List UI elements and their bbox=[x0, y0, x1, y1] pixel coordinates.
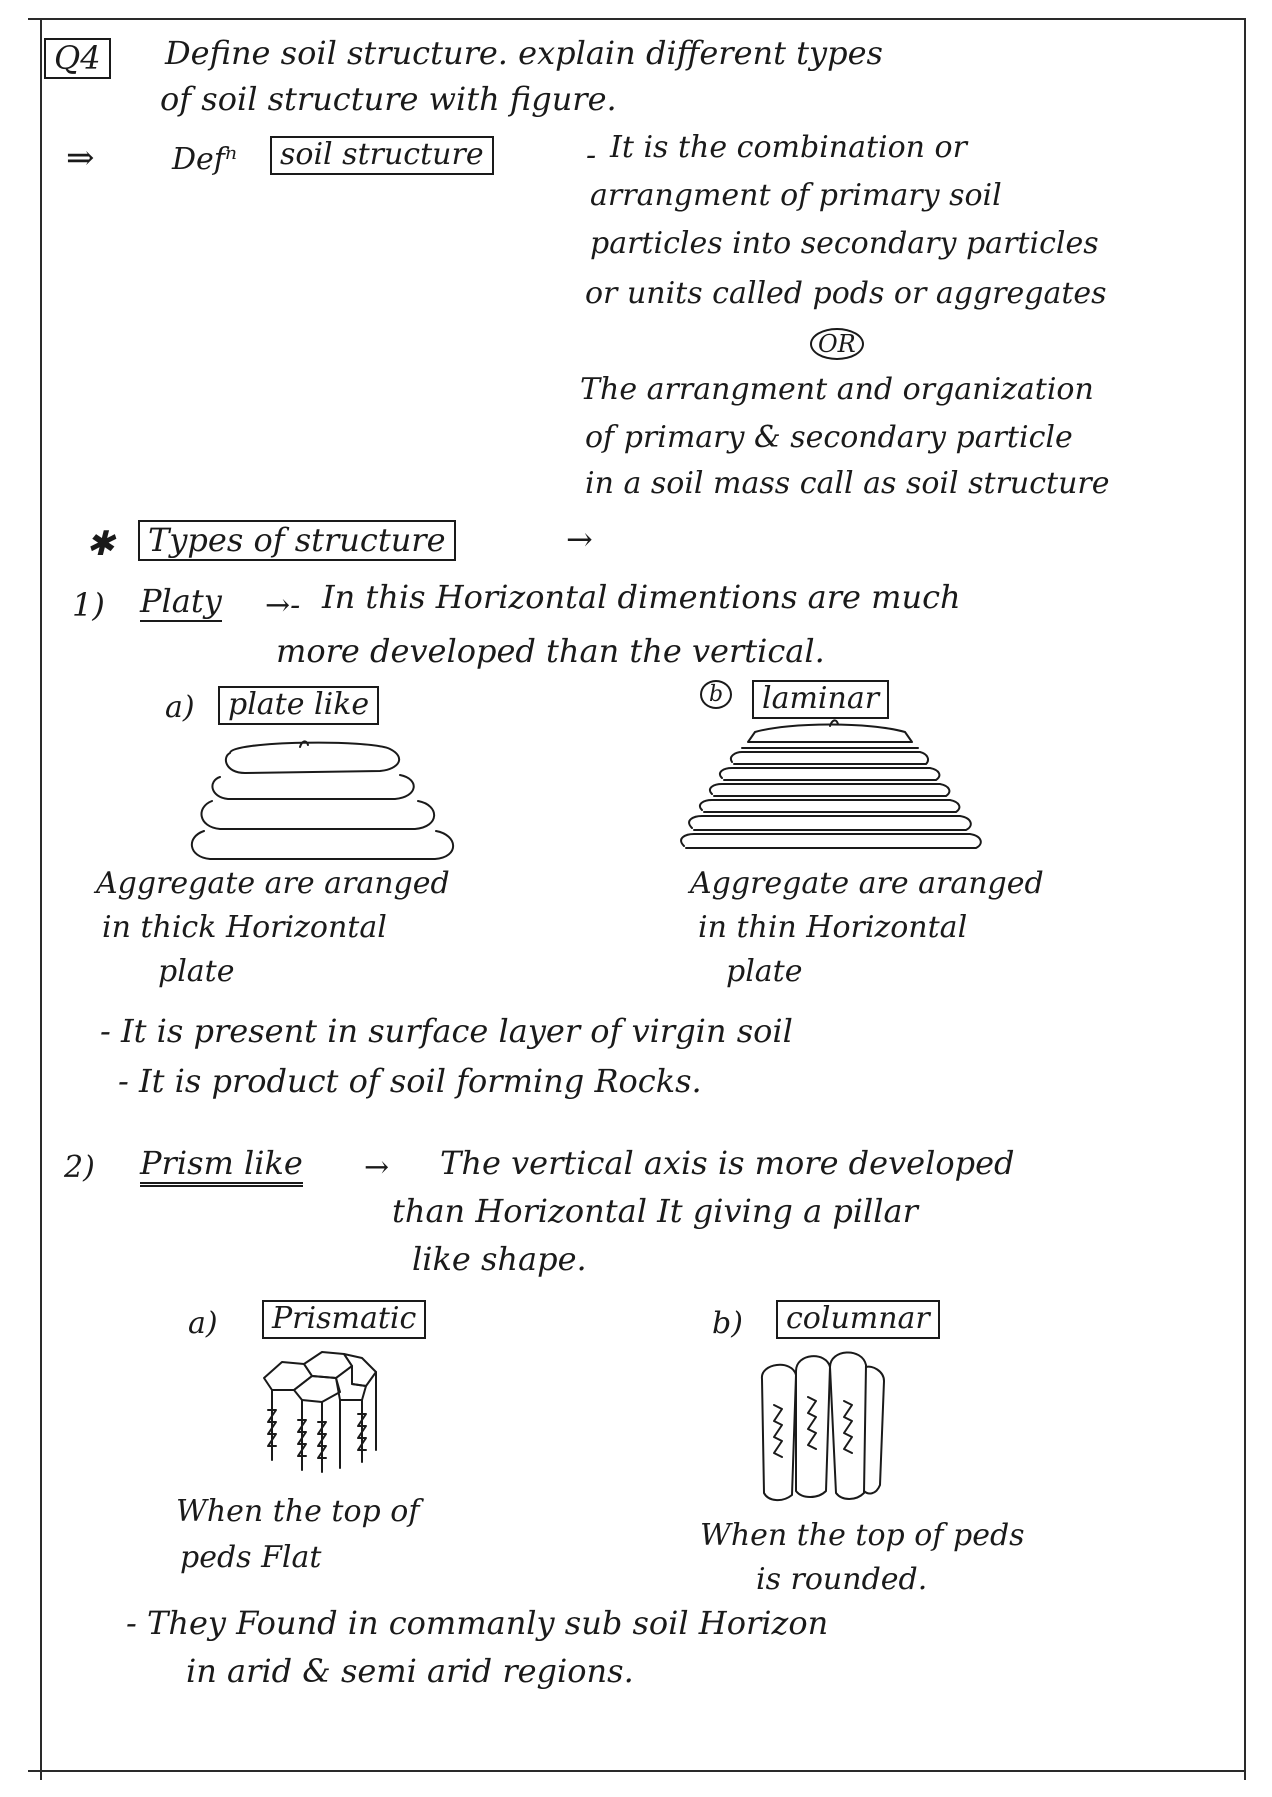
column-hatch bbox=[808, 1397, 816, 1449]
column-hatch bbox=[844, 1401, 852, 1453]
definition-alt-line: The arrangment and organization bbox=[580, 372, 1094, 407]
plate-layer bbox=[202, 801, 435, 829]
laminar-layer bbox=[689, 816, 971, 830]
prism-note: - They Found in commanly sub soil Horizon bbox=[126, 1604, 829, 1642]
prism-hatch bbox=[318, 1422, 326, 1458]
plate-like-label: plate like bbox=[218, 686, 379, 725]
prism-line1: The vertical axis is more developed bbox=[440, 1144, 1015, 1182]
prism-arrow: → bbox=[364, 1150, 390, 1185]
prism-top bbox=[294, 1376, 340, 1402]
definition-line: arrangment of primary soil bbox=[590, 178, 1002, 213]
platy-note: - It is present in surface layer of virgin soil bbox=[100, 1012, 793, 1050]
prism-note: in arid & semi arid regions. bbox=[186, 1652, 634, 1690]
platy-arrow: →- bbox=[265, 588, 301, 623]
prismatic-figure bbox=[258, 1350, 388, 1480]
laminar-marker: b bbox=[700, 680, 732, 709]
plate-like-desc: in thick Horizontal bbox=[102, 910, 387, 945]
question-number: Q4 bbox=[44, 38, 111, 79]
definition-arrow: ⇒ bbox=[66, 138, 95, 178]
star-bullet: ✱ bbox=[86, 524, 115, 564]
prism-number: 2) bbox=[64, 1150, 95, 1185]
prismatic-label: Prismatic bbox=[262, 1300, 426, 1339]
plate-layer bbox=[212, 775, 413, 799]
plate-layer bbox=[226, 743, 399, 773]
prism-top bbox=[336, 1366, 366, 1400]
platy-line2: more developed than the vertical. bbox=[276, 632, 825, 670]
column bbox=[796, 1356, 830, 1497]
laminar-figure bbox=[680, 720, 980, 860]
platy-name: Platy bbox=[140, 582, 222, 620]
definition-line: particles into secondary particles bbox=[590, 226, 1099, 261]
platy-number: 1) bbox=[72, 586, 105, 624]
columnar-figure bbox=[752, 1345, 902, 1505]
columnar-desc: is rounded. bbox=[756, 1562, 928, 1597]
top-rule bbox=[28, 18, 1244, 20]
columnar-desc: When the top of peds bbox=[700, 1518, 1025, 1553]
or-circle: OR bbox=[810, 328, 864, 360]
definition-alt-line: in a soil mass call as soil structure bbox=[585, 466, 1110, 501]
laminar-layer bbox=[748, 725, 912, 743]
definition-alt-line: of primary & secondary particle bbox=[585, 420, 1073, 455]
plate-like-desc: plate bbox=[158, 954, 235, 989]
prism-line3: like shape. bbox=[412, 1240, 587, 1278]
question-text-line2: of soil structure with figure. bbox=[160, 80, 617, 118]
prismatic-desc: When the top of bbox=[176, 1494, 420, 1529]
prism-name: Prism like bbox=[140, 1144, 303, 1187]
plate-layer bbox=[192, 831, 453, 859]
plate-like-desc: Aggregate are aranged bbox=[96, 866, 450, 901]
laminar-layer bbox=[700, 800, 959, 812]
prism-hatch bbox=[358, 1414, 366, 1450]
laminar-desc: in thin Horizontal bbox=[698, 910, 968, 945]
bottom-rule bbox=[28, 1770, 1244, 1772]
platy-line1: In this Horizontal dimentions are much bbox=[322, 578, 961, 616]
platy-note: - It is product of soil forming Rocks. bbox=[118, 1062, 702, 1100]
prism-top bbox=[344, 1354, 376, 1386]
column bbox=[864, 1367, 884, 1494]
plate-like-figure bbox=[190, 735, 460, 860]
prism-hatch bbox=[268, 1410, 276, 1446]
definition-prefix: Defⁿ bbox=[172, 142, 238, 177]
laminar-desc: plate bbox=[726, 954, 803, 989]
columnar-marker: b) bbox=[712, 1306, 743, 1341]
plate-like-marker: a) bbox=[165, 690, 195, 725]
right-margin-rule bbox=[1244, 18, 1246, 1780]
prism-line2: than Horizontal It giving a pillar bbox=[392, 1192, 918, 1230]
prism-hatch bbox=[298, 1420, 306, 1456]
column-hatch bbox=[774, 1405, 782, 1457]
laminar-layer bbox=[710, 784, 949, 796]
prismatic-desc: peds Flat bbox=[180, 1540, 322, 1575]
types-heading: Types of structure bbox=[138, 520, 456, 561]
left-margin-rule bbox=[40, 18, 42, 1780]
definition-term: soil structure bbox=[270, 136, 494, 175]
question-text-line1: Define soil structure. explain different types bbox=[165, 34, 883, 72]
types-heading-arrow: → bbox=[566, 520, 593, 558]
laminar-desc: Aggregate are aranged bbox=[690, 866, 1044, 901]
laminar-layer bbox=[681, 834, 981, 848]
laminar-layer bbox=[731, 752, 928, 764]
column bbox=[762, 1365, 796, 1500]
prismatic-marker: a) bbox=[188, 1306, 218, 1341]
laminar-layer bbox=[720, 768, 939, 780]
definition-line: It is the combination or bbox=[610, 130, 967, 165]
definition-dash: - bbox=[586, 138, 597, 173]
laminar-label: laminar bbox=[752, 680, 889, 719]
definition-line: or units called pods or aggregates bbox=[585, 276, 1107, 311]
columnar-label: columnar bbox=[776, 1300, 940, 1339]
